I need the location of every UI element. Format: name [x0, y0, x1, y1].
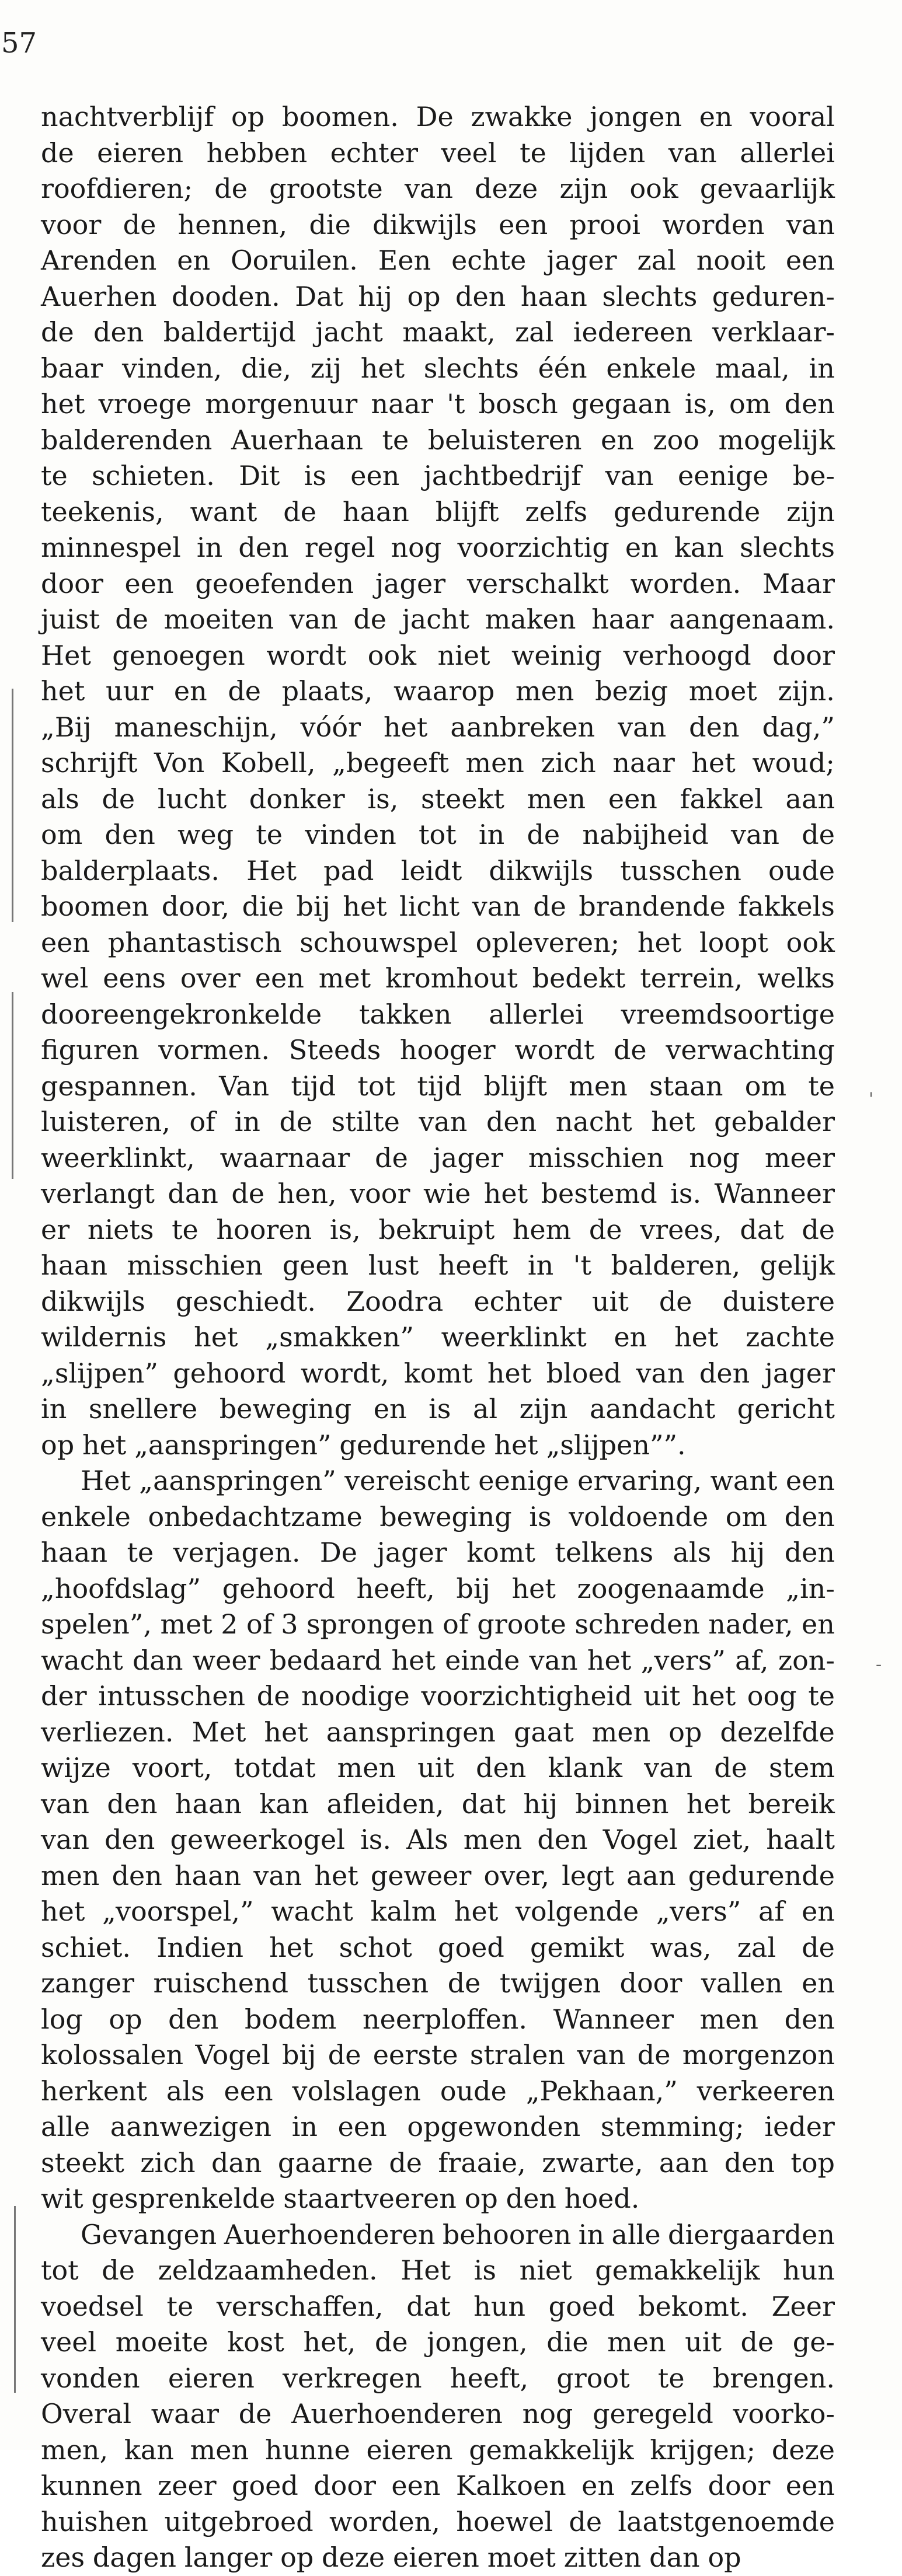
text-line: voor de hennen, die dikwijls een prooi worden van [41, 208, 835, 240]
text-line: schrijft Von Kobell, „begeeft men zich naar het woud; [41, 747, 835, 779]
page-number: 57 [1, 27, 37, 60]
text-line: luisteren, of in de stilte van den nacht het gebalder [41, 1106, 835, 1137]
text-line: gespannen. Van tijd tot tijd blijft men staan om te [41, 1070, 835, 1102]
paragraph [41, 1463, 835, 2217]
margin-mark [14, 2206, 16, 2393]
text-line: der intusschen de noodige voorzichtigheid uit het oog te [41, 1680, 835, 1712]
stray-mark: - [876, 1654, 882, 1675]
text-line: Auerhen dooden. Dat hij op den haan slechts geduren- [41, 280, 835, 312]
text-line: log op den bodem neerploffen. Wanneer men den [41, 2003, 835, 2035]
text-line: teekenis, want de haan blijft zelfs gedurende zijn [41, 495, 835, 528]
text-line: wacht dan weer bedaard het einde van het „vers” af, zon- [41, 1644, 835, 1676]
text-line: haan te verjagen. De jager komt telkens als hij den [41, 1537, 835, 1568]
text-line: van den geweerkogel is. Als men den Vogel ziet, haalt [41, 1824, 835, 1855]
text-line: van den haan kan afleiden, dat hij binnen het bereik [41, 1788, 835, 1820]
text-line: wel eens over een met kromhout bedekt terrein, welks [41, 962, 835, 994]
text-line: dikwijls geschiedt. Zoodra echter uit de duistere [41, 1285, 835, 1317]
text-line: Het „aanspringen” vereischt eenige ervaring, want een [81, 1465, 835, 1496]
text-line: verliezen. Met het aanspringen gaat men op dezelfde [41, 1716, 835, 1748]
paragraph [41, 99, 835, 1463]
text-line: spelen”, met 2 of 3 sprongen of groote schreden nader, en [41, 1608, 835, 1640]
text-line: een phantastisch schouwspel opleveren; het loopt ook [41, 926, 835, 958]
text-line: enkele onbedachtzame beweging is voldoende om den [41, 1500, 835, 1533]
text-line: veel moeite kost het, de jongen, die men uit de ge- [41, 2326, 835, 2358]
margin-mark [12, 992, 13, 1179]
text-line: door een geoefenden jager verschalkt worden. Maar [41, 567, 835, 599]
text-line: wildernis het „smakken” weerklinkt en het zachte [41, 1321, 835, 1353]
text-line: balderplaats. Het pad leidt dikwijls tusschen oude [41, 854, 835, 886]
text-line: Het genoegen wordt ook niet weinig verhoogd door [41, 639, 835, 671]
text-line: verlangt dan de hen, voor wie het bestemd is. Wanneer [41, 1178, 835, 1209]
margin-mark [12, 689, 13, 922]
text-line: zes dagen langer op deze eieren moet zitten dan op [41, 2542, 741, 2573]
text-line: om den weg te vinden tot in de nabijheid van de [41, 819, 835, 850]
text-line: haan misschien geen lust heeft in 't balderen, gelijk [41, 1249, 835, 1281]
text-line: steekt zich dan gaarne de fraaie, zwarte, aan den top [41, 2146, 835, 2179]
text-line: schiet. Indien het schot goed gemikt was, zal de [41, 1931, 835, 1963]
text-line: dooreengekronkelde takken allerlei vreemdsoortige [41, 998, 835, 1030]
text-line: vonden eieren verkregen heeft, groot te brengen. [41, 2362, 835, 2394]
stray-mark: ' [869, 1089, 874, 1109]
text-line: men den haan van het geweer over, legt aan gedurende [41, 1859, 835, 1891]
text-line: voedsel te verschaffen, dat hun goed bekomt. Zeer [41, 2290, 835, 2322]
text-line: „hoofdslag” gehoord heeft, bij het zoogenaamde „in- [41, 1572, 835, 1604]
text-line: Arenden en Ooruilen. Een echte jager zal nooit een [41, 245, 835, 276]
text-line: tot de zeldzaamheden. Het is niet gemakkelijk hun [41, 2254, 835, 2286]
text-line: kolossalen Vogel bij de eerste stralen van de morgenzon [41, 2039, 835, 2071]
text-line: op het „aanspringen” gedurende het „slijpen””. [41, 1429, 686, 1461]
text-line: zanger ruischend tusschen de twijgen door vallen en [41, 1967, 835, 1999]
text-line: nachtverblijf op boomen. De zwakke jongen en vooral [41, 101, 835, 132]
text-line: men, kan men hunne eieren gemakkelijk krijgen; deze [41, 2434, 835, 2466]
text-line: minnespel in den regel nog voorzichtig en kan slechts [41, 532, 835, 563]
text-line: boomen door, die bij het licht van de brandende fakkels [41, 891, 835, 922]
text-line: figuren vormen. Steeds hooger wordt de verwachting [41, 1034, 835, 1066]
text-line: het uur en de plaats, waarop men bezig moet zijn. [41, 675, 835, 707]
text-line: balderenden Auerhaan te beluisteren en zoo mogelijk [41, 424, 835, 456]
text-line: juist de moeiten van de jacht maken haar aangenaam. [41, 603, 835, 635]
text-line: baar vinden, die, zij het slechts één enkele maal, in [41, 352, 835, 384]
text-line: weerklinkt, waarnaar de jager misschien nog meer [41, 1142, 835, 1174]
text-line: alle aanwezigen in een opgewonden stemming; ieder [41, 2111, 835, 2142]
text-line: wijze voort, totdat men uit den klank van de stem [41, 1752, 835, 1783]
text-line: herkent als een volslagen oude „Pekhaan,” verkeeren [41, 2075, 835, 2107]
body-text [41, 99, 835, 2576]
text-line: „Bij maneschijn, vóór het aanbreken van den dag,” [41, 711, 835, 743]
text-line: er niets te hooren is, bekruipt hem de vrees, dat de [41, 1213, 835, 1245]
text-line: in snellere beweging en is al zijn aandacht gericht [41, 1393, 835, 1425]
text-line: Gevangen Auerhoenderen behooren in alle diergaarden [81, 2218, 835, 2250]
text-line: roofdieren; de grootste van deze zijn ook gevaarlijk [41, 173, 835, 204]
text-line: als de lucht donker is, steekt men een fakkel aan [41, 783, 835, 815]
text-line: het vroege morgenuur naar 't bosch gegaan is, om den [41, 388, 835, 420]
text-line: kunnen zeer goed door een Kalkoen en zelfs door een [41, 2470, 835, 2501]
text-line: het „voorspel,” wacht kalm het volgende „vers” af en [41, 1896, 835, 1927]
text-line: „slijpen” gehoord wordt, komt het bloed van den jager [41, 1357, 835, 1389]
text-line: huishen uitgebroed worden, hoewel de laatstgenoemde [41, 2505, 835, 2537]
text-line: Overal waar de Auerhoenderen nog geregeld voorko- [41, 2398, 835, 2430]
text-line: de eieren hebben echter veel te lijden van allerlei [41, 137, 835, 169]
text-line: de den baldertijd jacht maakt, zal iedereen verklaar- [41, 316, 835, 348]
text-line: te schieten. Dit is een jachtbedrijf van eenige be- [41, 460, 835, 491]
text-line: wit gesprenkelde staartveeren op den hoed. [41, 2183, 640, 2214]
paragraph [41, 2217, 835, 2576]
